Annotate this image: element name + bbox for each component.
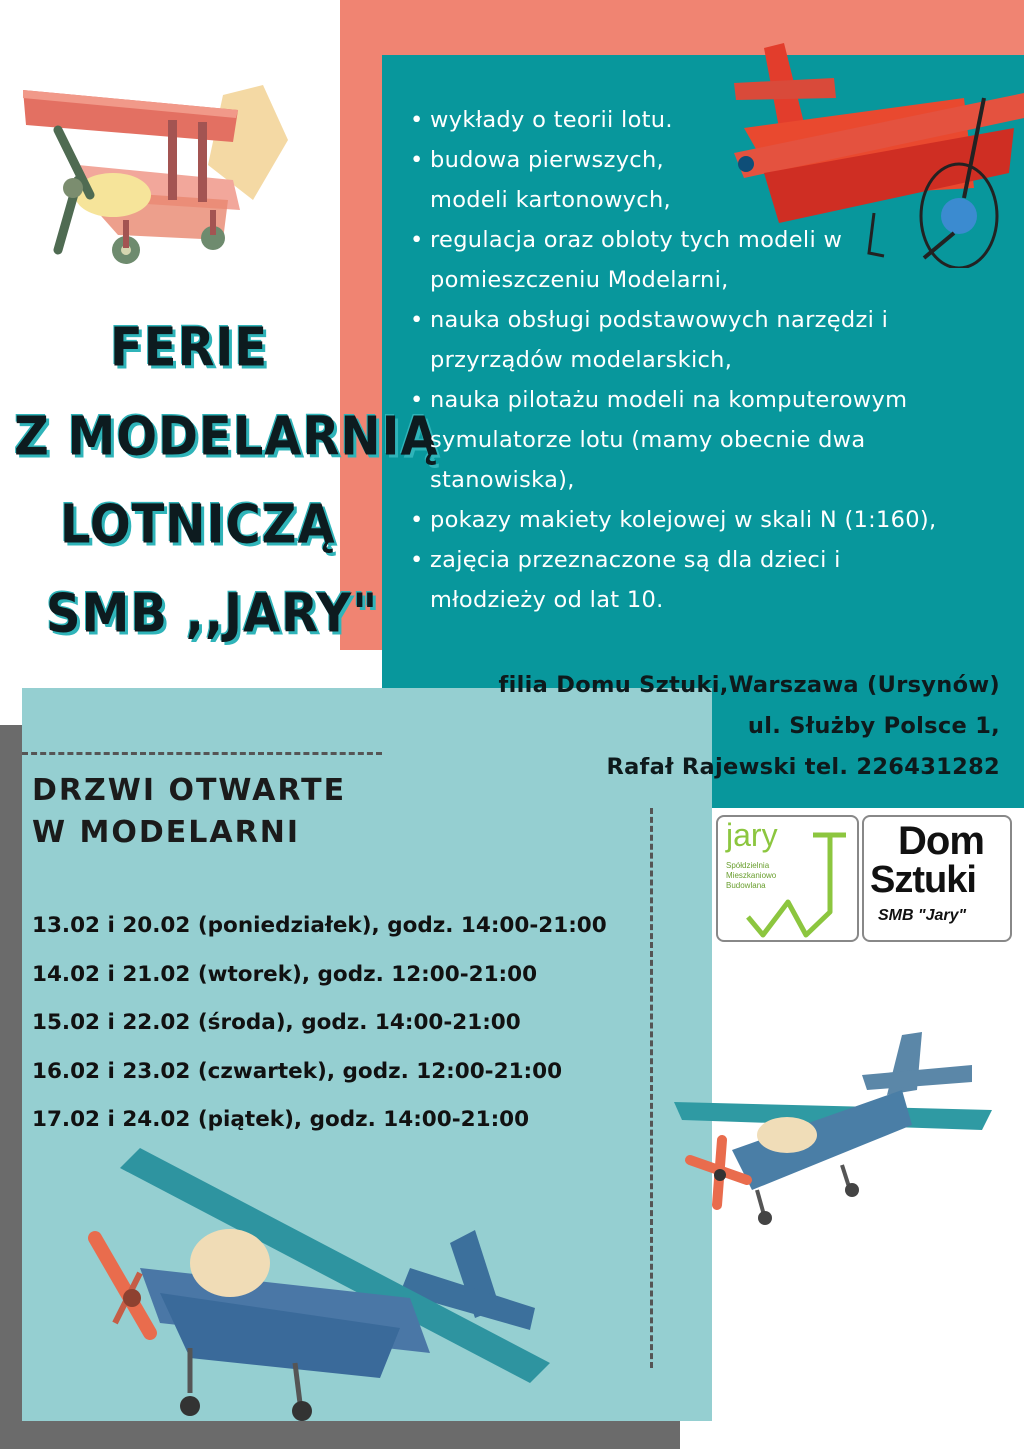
jary-logo-subtitle <box>726 861 776 891</box>
jary-logo-name: jary <box>726 817 778 853</box>
list-item: • zajęcia przeznaczone są dla dzieci i młodzieży od lat 10. <box>408 540 950 620</box>
schedule-item: 16.02 i 23.02 (czwartek), godz. 12:00-21:00 <box>32 1058 563 1084</box>
blue-plane-small-illustration <box>672 1030 1002 1230</box>
title-line-2: Z MODELARNIĄ <box>14 405 439 468</box>
title-line-3: LOTNICZĄ <box>60 493 336 556</box>
schedule-item: 14.02 i 21.02 (wtorek), godz. 12:00-21:00 <box>32 961 538 987</box>
dashed-divider-horizontal <box>22 752 382 755</box>
dom-sztuki-logo-line-1: Dom <box>898 819 984 863</box>
schedule-item: 13.02 i 20.02 (poniedziałek), godz. 14:00-21:00 <box>32 913 607 938</box>
dashed-divider-vertical <box>650 808 653 1368</box>
list-item: • budowa pierwszych, modeli kartonowych, <box>408 140 700 220</box>
jary-logo <box>716 815 859 942</box>
list-item: • nauka obsługi podstawowych narzędzi i przyrządów modelarskich, <box>408 300 990 380</box>
street-address: ul. Służby Polsce 1, <box>747 713 1000 739</box>
schedule-item: 17.02 i 24.02 (piątek), godz. 14:00-21:00 <box>32 1107 530 1132</box>
dom-sztuki-logo-line-2: Sztuki <box>870 859 976 901</box>
list-item: • regulacja oraz obloty tych modeli w pomieszczeniu Modelarni, <box>408 220 990 300</box>
dom-sztuki-logo-line-3: SMB "Jary" <box>878 907 967 924</box>
schedule-item: 15.02 i 22.02 (środa), godz. 14:00-21:00 <box>32 1010 521 1035</box>
jary-logo-subtitle-line-1: Spółdzielnia <box>726 861 770 870</box>
open-doors-heading <box>32 770 346 854</box>
jary-logo-subtitle-line-2: Mieszkaniowo <box>726 871 777 880</box>
list-item: • pokazy makiety kolejowej w skali N (1:160), <box>408 500 950 540</box>
dom-sztuki-logo <box>862 815 1012 942</box>
list-item: • wykłady o teorii lotu. <box>408 100 1008 140</box>
jary-logo-subtitle-line-3: Budowlana <box>726 881 766 890</box>
open-doors-heading-line-1: DRZWI OTWARTE <box>32 773 347 808</box>
biplane-illustration <box>18 70 298 280</box>
open-doors-heading-line-2: W MODELARNI <box>32 815 300 850</box>
title-line-4: SMB ,,JARY" <box>46 582 379 645</box>
contact-info: Rafał Rajewski tel. 226431282 <box>606 754 1000 780</box>
blue-plane-large-illustration <box>80 1148 550 1433</box>
activities-list <box>408 100 1008 620</box>
branch-address: filia Domu Sztuki,Warszawa (Ursynów) <box>498 672 1000 698</box>
title-line-1: FERIE <box>110 316 269 379</box>
schedule-list <box>32 902 607 1145</box>
list-item: • nauka pilotażu modeli na komputerowym symulatorze lotu (mamy obecnie dwa stanowiska), <box>408 380 990 500</box>
